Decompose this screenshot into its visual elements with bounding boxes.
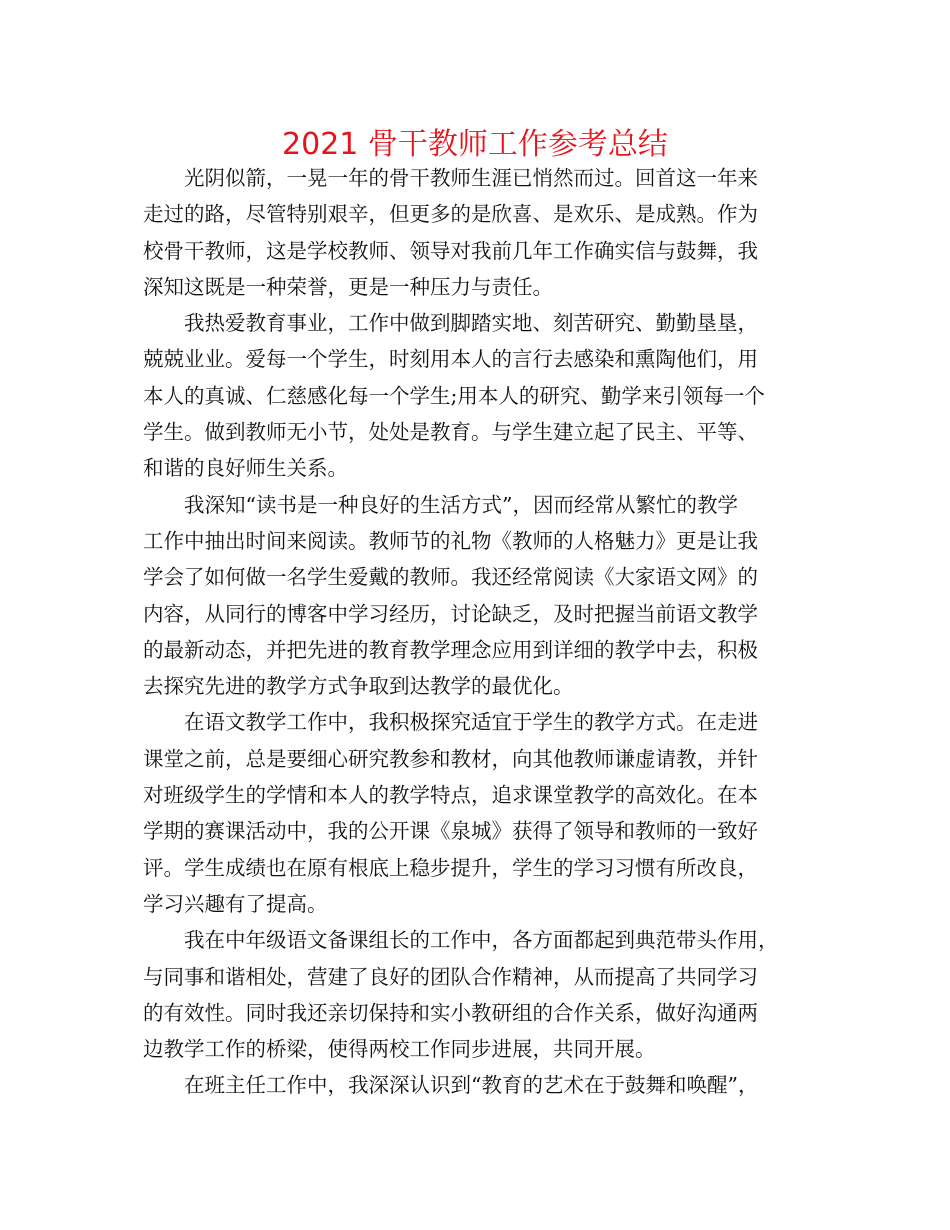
body-line: 学生。做到教师无小节，处处是教育。与学生建立起了民主、平等、 (143, 420, 758, 445)
body-line: 本人的真诚、仁慈感化每一个学生;用本人的研究、勤学来引领每一个 (143, 383, 765, 408)
body-line: 学习兴趣有了提高。 (143, 891, 328, 916)
body-line: 和谐的良好师生关系。 (143, 456, 348, 481)
body-line: 学期的赛课活动中，我的公开课《泉城》获得了领导和教师的一致好 (143, 819, 758, 844)
body-line: 光阴似箭，一晃一年的骨干教师生涯已悄然而过。回首这一年来 (184, 166, 758, 190)
body-line: 与同事和谐相处，营建了良好的团队合作精神，从而提高了共同学习 (143, 964, 758, 989)
body-line: 对班级学生的学情和本人的教学特点，追求课堂教学的高效化。在本 (143, 783, 758, 808)
body-line: 的最新动态，并把先进的教育教学理念应用到详细的教学中去，积极 (143, 637, 758, 662)
body-line: 去探究先进的教学方式争取到达教学的最优化。 (143, 674, 574, 699)
body-line: 兢兢业业。爱每一个学生，时刻用本人的言行去感染和熏陶他们，用 (143, 347, 758, 372)
body-line: 在语文教学工作中，我积极探究适宜于学生的教学方式。在走进 (184, 710, 758, 735)
body-line: 评。学生成绩也在原有根底上稳步提升，学生的学习习惯有所改良， (143, 855, 758, 880)
document-title: 2021 骨干教师工作参考总结 (282, 127, 668, 162)
body-line: 深知这既是一种荣誉，更是一种压力与责任。 (143, 274, 553, 299)
body-line: 工作中抽出时间来阅读。教师节的礼物《教师的人格魅力》更是让我 (143, 528, 758, 553)
body-line: 边教学工作的桥梁，使得两校工作同步进展，共同开展。 (143, 1037, 656, 1062)
body-line: 课堂之前，总是要细心研究教参和教材，向其他教师谦虚请教，并针 (143, 746, 758, 771)
body-line: 走过的路，尽管特别艰辛，但更多的是欣喜、是欢乐、是成熟。作为 (143, 202, 758, 227)
body-line: 我在中年级语文备课组长的工作中，各方面都起到典范带头作用， (184, 928, 779, 953)
body-line: 我热爱教育事业，工作中做到脚踏实地、刻苦研究、勤勤垦垦， (184, 311, 758, 336)
document-body (143, 160, 813, 1104)
body-line: 我深知“读书是一种良好的生活方式”，因而经常从繁忙的教学 (184, 492, 738, 517)
body-line: 校骨干教师，这是学校教师、领导对我前几年工作确实信与鼓舞，我 (143, 238, 758, 263)
body-line: 在班主任工作中，我深深认识到“教育的艺术在于鼓舞和唤醒”， (184, 1073, 759, 1098)
body-line: 的有效性。同时我还亲切保持和实小教研组的合作关系，做好沟通两 (143, 1000, 758, 1025)
body-line: 内容，从同行的博客中学习经历，讨论缺乏，及时把握当前语文教学 (143, 601, 758, 626)
body-line: 学会了如何做一名学生爱戴的教师。我还经常阅读《大家语文网》的 (143, 565, 758, 590)
